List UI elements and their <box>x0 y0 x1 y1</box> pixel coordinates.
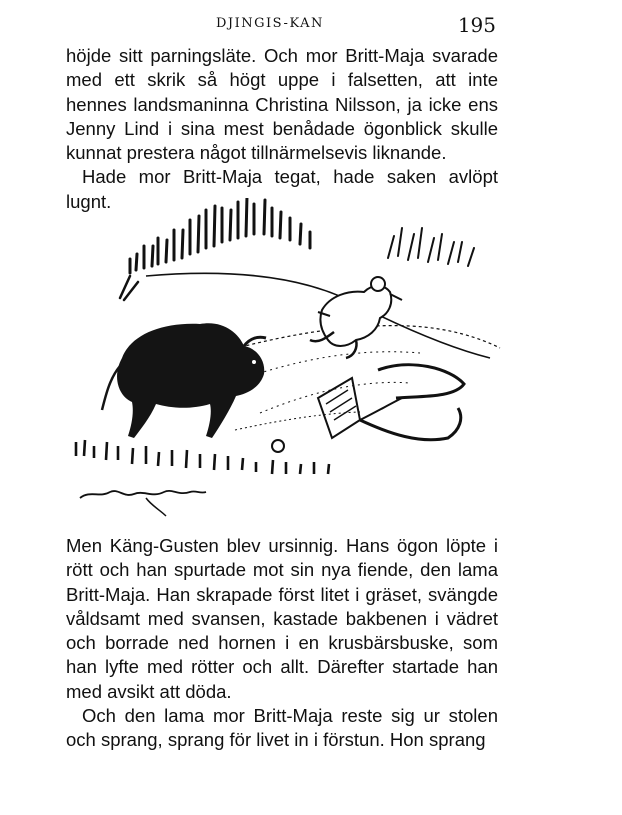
paragraph-short: Hade mor Britt-Maja tegat, hade saken avlöpt lugnt. <box>66 166 498 212</box>
running-head: DJINGIS-KAN <box>216 16 324 31</box>
page-header <box>66 13 496 40</box>
bottom-text-block <box>66 534 498 753</box>
rocking-chair <box>318 365 464 440</box>
paragraph-bull-rage: Men Käng-Gusten blev ursinnig. Hans ögon löpte i rött och han spurtade mot sin nya fiende, den lama Britt-Maja. Han skrapade först litet i gräset, svängde våldsamt med svansen, kastade bakbenen i vädret och borrade ned hornen i en krusbärsbuske, som han lyfte med rötter och allt. Därefter startade han med avsikt att döda. <box>66 535 498 702</box>
paragraph-flight: Och den lama mor Britt-Maja reste sig ur stolen och sprang, sprang för livet in i förstun. Hon sprang <box>66 705 498 751</box>
fleeing-woman <box>310 277 402 358</box>
background-trees <box>120 198 474 300</box>
page-number: 195 <box>457 13 496 37</box>
top-text-block <box>66 44 498 214</box>
bull-chase-illustration <box>60 198 508 528</box>
foreground-grass <box>76 440 329 516</box>
ink-drawing <box>60 198 508 528</box>
artist-signature <box>80 491 206 498</box>
paragraph-continuation: höjde sitt parningsläte. Och mor Britt-Maja svarade med ett skrik så högt uppe i falsetten, att inte hennes landsmaninna Christina Nilsson, ja icke ens Jenny Lind i sina mest benådade ögonblick skulle kunnat prestera något tillnärmelsevis liknande. <box>66 45 498 164</box>
bull <box>102 323 266 438</box>
